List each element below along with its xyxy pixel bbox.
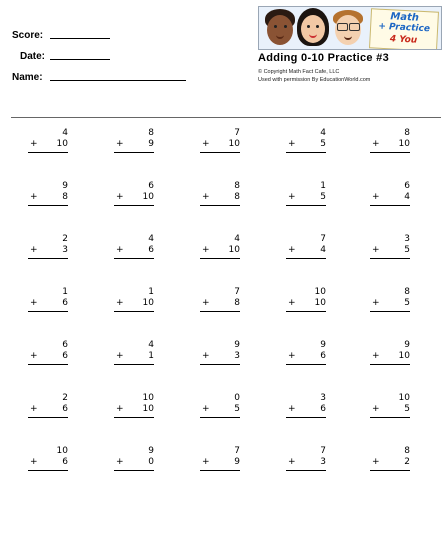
answer-line[interactable] (370, 417, 410, 418)
answer-line[interactable] (114, 258, 154, 259)
addend-bottom: 6 (320, 351, 326, 361)
plus-operator: + (116, 245, 124, 255)
plus-operator: + (202, 457, 210, 467)
plus-operator: + (288, 298, 296, 308)
problem-6 (22, 181, 72, 215)
answer-line[interactable] (28, 152, 68, 153)
addend-top: 8 (404, 446, 410, 456)
addend-top: 8 (404, 287, 410, 297)
problem-32 (108, 446, 158, 480)
problem-35 (364, 446, 414, 480)
addend-top: 2 (62, 393, 68, 403)
addend-top: 0 (234, 393, 240, 403)
addend-top: 4 (148, 340, 154, 350)
name-field[interactable] (50, 80, 186, 81)
plus-operator: + (372, 245, 380, 255)
addend-top: 3 (320, 393, 326, 403)
addend-bottom: 9 (234, 457, 240, 467)
worksheet-title: Adding 0-10 Practice #3 (258, 52, 390, 64)
problem-12 (108, 234, 158, 268)
answer-line[interactable] (28, 417, 68, 418)
addend-bottom: 3 (320, 457, 326, 467)
addend-top: 9 (62, 181, 68, 191)
addend-bottom: 5 (234, 404, 240, 414)
header-divider (11, 117, 441, 118)
problem-26 (22, 393, 72, 427)
problem-17 (108, 287, 158, 321)
addend-top: 9 (320, 340, 326, 350)
addend-top: 4 (234, 234, 240, 244)
plus-operator: + (30, 298, 38, 308)
plus-operator: + (202, 245, 210, 255)
addend-top: 7 (234, 128, 240, 138)
problem-9 (280, 181, 330, 215)
addend-top: 9 (148, 446, 154, 456)
problem-10 (364, 181, 414, 215)
answer-line[interactable] (286, 311, 326, 312)
addend-top: 7 (320, 446, 326, 456)
plus-operator: + (372, 351, 380, 361)
plus-operator: + (116, 404, 124, 414)
addend-bottom: 0 (148, 457, 154, 467)
answer-line[interactable] (370, 205, 410, 206)
addend-bottom: 10 (398, 139, 410, 149)
problem-22 (108, 340, 158, 374)
addend-bottom: 8 (234, 298, 240, 308)
plus-operator: + (288, 457, 296, 467)
addend-bottom: 5 (404, 298, 410, 308)
answer-line[interactable] (286, 205, 326, 206)
plus-operator: + (202, 404, 210, 414)
answer-line[interactable] (286, 258, 326, 259)
plus-operator: + (372, 139, 380, 149)
problem-20 (364, 287, 414, 321)
score-label: Score: (12, 30, 44, 41)
answer-line[interactable] (200, 417, 240, 418)
addend-top: 9 (404, 340, 410, 350)
addend-bottom: 9 (148, 139, 154, 149)
addend-top: 7 (320, 234, 326, 244)
answer-line[interactable] (200, 258, 240, 259)
answer-line[interactable] (28, 364, 68, 365)
addend-top: 10 (56, 446, 68, 456)
problem-31 (22, 446, 72, 480)
addend-top: 6 (62, 340, 68, 350)
addend-top: 10 (142, 393, 154, 403)
problem-27 (108, 393, 158, 427)
addend-bottom: 5 (404, 404, 410, 414)
addend-top: 6 (404, 181, 410, 191)
plus-operator: + (30, 192, 38, 202)
answer-line[interactable] (370, 311, 410, 312)
answer-line[interactable] (286, 470, 326, 471)
addend-top: 10 (398, 393, 410, 403)
problem-19 (280, 287, 330, 321)
plus-operator: + (288, 139, 296, 149)
plus-operator: + (116, 139, 124, 149)
addend-bottom: 6 (320, 404, 326, 414)
plus-operator: + (288, 245, 296, 255)
plus-operator: + (30, 245, 38, 255)
plus-operator: + (30, 139, 38, 149)
addend-bottom: 6 (62, 404, 68, 414)
addend-bottom: 2 (404, 457, 410, 467)
addend-top: 8 (404, 128, 410, 138)
answer-line[interactable] (28, 258, 68, 259)
math-practice-logo: Math + Practice 4 You (369, 8, 439, 50)
addend-bottom: 10 (228, 245, 240, 255)
plus-operator: + (372, 404, 380, 414)
plus-operator: + (372, 457, 380, 467)
answer-line[interactable] (286, 152, 326, 153)
addend-top: 10 (314, 287, 326, 297)
addend-bottom: 10 (142, 192, 154, 202)
problem-14 (280, 234, 330, 268)
plus-operator: + (116, 298, 124, 308)
addend-bottom: 6 (62, 457, 68, 467)
answer-line[interactable] (28, 205, 68, 206)
problem-13 (194, 234, 244, 268)
addend-bottom: 10 (56, 139, 68, 149)
addend-top: 9 (234, 340, 240, 350)
plus-operator: + (116, 457, 124, 467)
addend-bottom: 10 (142, 404, 154, 414)
answer-line[interactable] (370, 470, 410, 471)
answer-line[interactable] (28, 470, 68, 471)
answer-line[interactable] (114, 364, 154, 365)
problem-5 (364, 128, 414, 162)
name-label: Name: (12, 72, 43, 83)
addend-top: 6 (148, 181, 154, 191)
addend-bottom: 10 (142, 298, 154, 308)
answer-line[interactable] (370, 258, 410, 259)
addend-bottom: 4 (320, 245, 326, 255)
addend-top: 4 (148, 234, 154, 244)
plus-operator: + (116, 192, 124, 202)
plus-operator: + (202, 139, 210, 149)
addend-top: 7 (234, 287, 240, 297)
plus-operator: + (30, 404, 38, 414)
addend-top: 4 (62, 128, 68, 138)
date-label: Date: (20, 51, 46, 62)
addend-bottom: 8 (62, 192, 68, 202)
problem-21 (22, 340, 72, 374)
answer-line[interactable] (114, 205, 154, 206)
plus-operator: + (202, 351, 210, 361)
addend-bottom: 6 (62, 298, 68, 308)
plus-operator: + (30, 351, 38, 361)
plus-operator: + (30, 457, 38, 467)
addend-bottom: 3 (234, 351, 240, 361)
problem-8 (194, 181, 244, 215)
plus-operator: + (288, 404, 296, 414)
problem-2 (108, 128, 158, 162)
addend-bottom: 3 (62, 245, 68, 255)
addend-bottom: 6 (148, 245, 154, 255)
answer-line[interactable] (286, 417, 326, 418)
problem-28 (194, 393, 244, 427)
plus-operator: + (372, 298, 380, 308)
plus-operator: + (288, 192, 296, 202)
date-field[interactable] (50, 59, 110, 60)
problem-4 (280, 128, 330, 162)
problem-15 (364, 234, 414, 268)
logo-banner (258, 6, 442, 50)
permission-text: Used with permission By EducationWorld.com (258, 77, 371, 83)
copyright-text: © Copyright Math Fact Cafe, LLC (258, 69, 340, 75)
answer-line[interactable] (370, 364, 410, 365)
problem-34 (280, 446, 330, 480)
answer-line[interactable] (114, 311, 154, 312)
addend-top: 7 (234, 446, 240, 456)
answer-line[interactable] (28, 311, 68, 312)
problem-33 (194, 446, 244, 480)
addend-bottom: 6 (62, 351, 68, 361)
answer-line[interactable] (370, 152, 410, 153)
problem-7 (108, 181, 158, 215)
addend-bottom: 10 (314, 298, 326, 308)
answer-line[interactable] (286, 364, 326, 365)
answer-line[interactable] (200, 364, 240, 365)
addend-top: 3 (404, 234, 410, 244)
addend-bottom: 4 (404, 192, 410, 202)
problem-29 (280, 393, 330, 427)
addend-top: 8 (234, 181, 240, 191)
addend-top: 4 (320, 128, 326, 138)
score-field[interactable] (50, 38, 110, 39)
problem-18 (194, 287, 244, 321)
answer-line[interactable] (200, 152, 240, 153)
plus-operator: + (202, 298, 210, 308)
problem-25 (364, 340, 414, 374)
answer-line[interactable] (114, 470, 154, 471)
answer-line[interactable] (200, 205, 240, 206)
addend-bottom: 10 (398, 351, 410, 361)
answer-line[interactable] (114, 152, 154, 153)
addend-top: 2 (62, 234, 68, 244)
addend-top: 1 (148, 287, 154, 297)
answer-line[interactable] (114, 417, 154, 418)
addend-top: 1 (62, 287, 68, 297)
addend-bottom: 5 (320, 139, 326, 149)
problem-30 (364, 393, 414, 427)
addend-bottom: 5 (404, 245, 410, 255)
problem-16 (22, 287, 72, 321)
addend-bottom: 10 (228, 139, 240, 149)
addend-bottom: 1 (148, 351, 154, 361)
answer-line[interactable] (200, 311, 240, 312)
addend-top: 8 (148, 128, 154, 138)
addend-top: 1 (320, 181, 326, 191)
plus-operator: + (202, 192, 210, 202)
addend-bottom: 8 (234, 192, 240, 202)
answer-line[interactable] (200, 470, 240, 471)
problem-1 (22, 128, 72, 162)
problem-24 (280, 340, 330, 374)
plus-operator: + (116, 351, 124, 361)
plus-operator: + (372, 192, 380, 202)
addend-bottom: 5 (320, 192, 326, 202)
problem-11 (22, 234, 72, 268)
problem-3 (194, 128, 244, 162)
plus-operator: + (288, 351, 296, 361)
problem-23 (194, 340, 244, 374)
